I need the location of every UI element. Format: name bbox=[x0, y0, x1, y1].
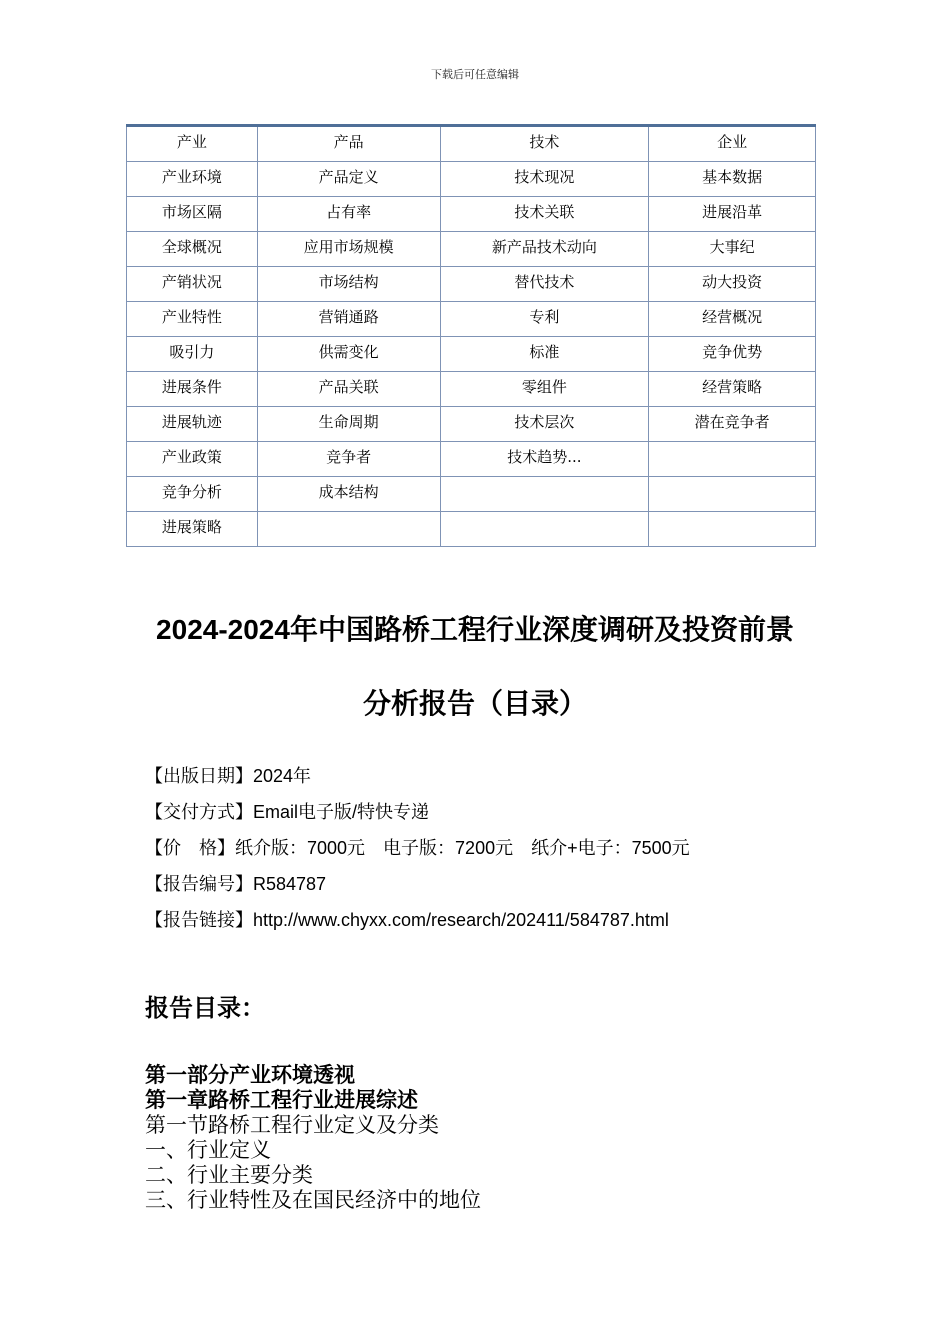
table-row bbox=[127, 512, 816, 547]
table-cell: 进展轨迹 bbox=[127, 407, 258, 442]
table-cell bbox=[649, 477, 816, 512]
table-cell: 产销状况 bbox=[127, 267, 258, 302]
table-row bbox=[127, 407, 816, 442]
matrix-body bbox=[127, 126, 816, 547]
table-cell: 成本结构 bbox=[257, 477, 440, 512]
table-cell: 专利 bbox=[440, 302, 649, 337]
table-cell: 营销通路 bbox=[257, 302, 440, 337]
table-cell: 基本数据 bbox=[649, 162, 816, 197]
table-cell: 吸引力 bbox=[127, 337, 258, 372]
table-cell bbox=[649, 512, 816, 547]
table-of-contents bbox=[145, 1063, 845, 1213]
table-cell: 竞争优势 bbox=[649, 337, 816, 372]
table-cell: 产品定义 bbox=[257, 162, 440, 197]
table-row bbox=[127, 442, 816, 477]
table-header-cell: 技术 bbox=[440, 126, 649, 162]
table-header-row bbox=[127, 126, 816, 162]
table-cell: 技术层次 bbox=[440, 407, 649, 442]
table-cell: 技术趋势... bbox=[440, 442, 649, 477]
table-row bbox=[127, 302, 816, 337]
toc-entry: 一、行业定义 bbox=[145, 1139, 271, 1162]
table-cell: 占有率 bbox=[257, 197, 440, 232]
table-row bbox=[127, 337, 816, 372]
table-cell: 进展沿革 bbox=[649, 197, 816, 232]
delivery-method: 【交付方式】Email电子版/特快专递 bbox=[145, 802, 430, 822]
price: 【价 格】纸介版：7000元 电子版：7200元 纸介+电子：7500元 bbox=[145, 838, 690, 858]
table-cell: 市场结构 bbox=[257, 267, 440, 302]
table-cell: 潜在竞争者 bbox=[649, 407, 816, 442]
toc-entry: 三、行业特性及在国民经济中的地位 bbox=[145, 1189, 481, 1212]
table-cell: 新产品技术动向 bbox=[440, 232, 649, 267]
table-header-cell: 企业 bbox=[649, 126, 816, 162]
table-header-cell: 产品 bbox=[257, 126, 440, 162]
table-cell: 全球概况 bbox=[127, 232, 258, 267]
table-cell: 产业特性 bbox=[127, 302, 258, 337]
table-cell: 产业政策 bbox=[127, 442, 258, 477]
table-header-cell: 产业 bbox=[127, 126, 258, 162]
publish-date: 【出版日期】2024年 bbox=[145, 766, 312, 786]
research-matrix-table bbox=[126, 124, 816, 547]
table-cell: 经营概况 bbox=[649, 302, 816, 337]
toc-entry: 二、行业主要分类 bbox=[145, 1164, 313, 1187]
table-row bbox=[127, 267, 816, 302]
table-cell: 标准 bbox=[440, 337, 649, 372]
table-row bbox=[127, 372, 816, 407]
table-cell bbox=[649, 442, 816, 477]
table-cell bbox=[440, 512, 649, 547]
table-cell: 进展条件 bbox=[127, 372, 258, 407]
table-cell: 经营策略 bbox=[649, 372, 816, 407]
toc-entry: 第一节路桥工程行业定义及分类 bbox=[145, 1114, 439, 1137]
header-note: 下载后可任意编辑 bbox=[431, 68, 519, 81]
table-row bbox=[127, 197, 816, 232]
table-cell: 大事纪 bbox=[649, 232, 816, 267]
table-cell: 进展策略 bbox=[127, 512, 258, 547]
table-cell: 技术现况 bbox=[440, 162, 649, 197]
report-number: 【报告编号】R584787 bbox=[145, 874, 327, 894]
table-cell: 产业环境 bbox=[127, 162, 258, 197]
table-cell: 零组件 bbox=[440, 372, 649, 407]
table-cell: 动大投资 bbox=[649, 267, 816, 302]
table-row bbox=[127, 232, 816, 267]
toc-entry: 第一部分产业环境透视 bbox=[145, 1064, 355, 1087]
table-cell: 产品关联 bbox=[257, 372, 440, 407]
table-cell: 应用市场规模 bbox=[257, 232, 440, 267]
table-row bbox=[127, 477, 816, 512]
toc-heading: 报告目录： bbox=[145, 995, 265, 1022]
table-cell bbox=[440, 477, 649, 512]
report-link[interactable]: 【报告链接】http://www.chyxx.com/research/202411/584787.html bbox=[145, 910, 669, 930]
table-cell: 供需变化 bbox=[257, 337, 440, 372]
report-meta-list bbox=[145, 764, 845, 944]
table-cell: 生命周期 bbox=[257, 407, 440, 442]
report-title-line-1: 2024-2024年中国路桥工程行业深度调研及投资前景 bbox=[156, 614, 794, 645]
table-cell: 替代技术 bbox=[440, 267, 649, 302]
toc-entry: 第一章路桥工程行业进展综述 bbox=[145, 1089, 418, 1112]
table-cell: 技术关联 bbox=[440, 197, 649, 232]
table-cell bbox=[257, 512, 440, 547]
table-cell: 竞争者 bbox=[257, 442, 440, 477]
table-cell: 竞争分析 bbox=[127, 477, 258, 512]
table-cell: 市场区隔 bbox=[127, 197, 258, 232]
table-row bbox=[127, 162, 816, 197]
report-title-line-2: 分析报告（目录） bbox=[362, 688, 587, 719]
